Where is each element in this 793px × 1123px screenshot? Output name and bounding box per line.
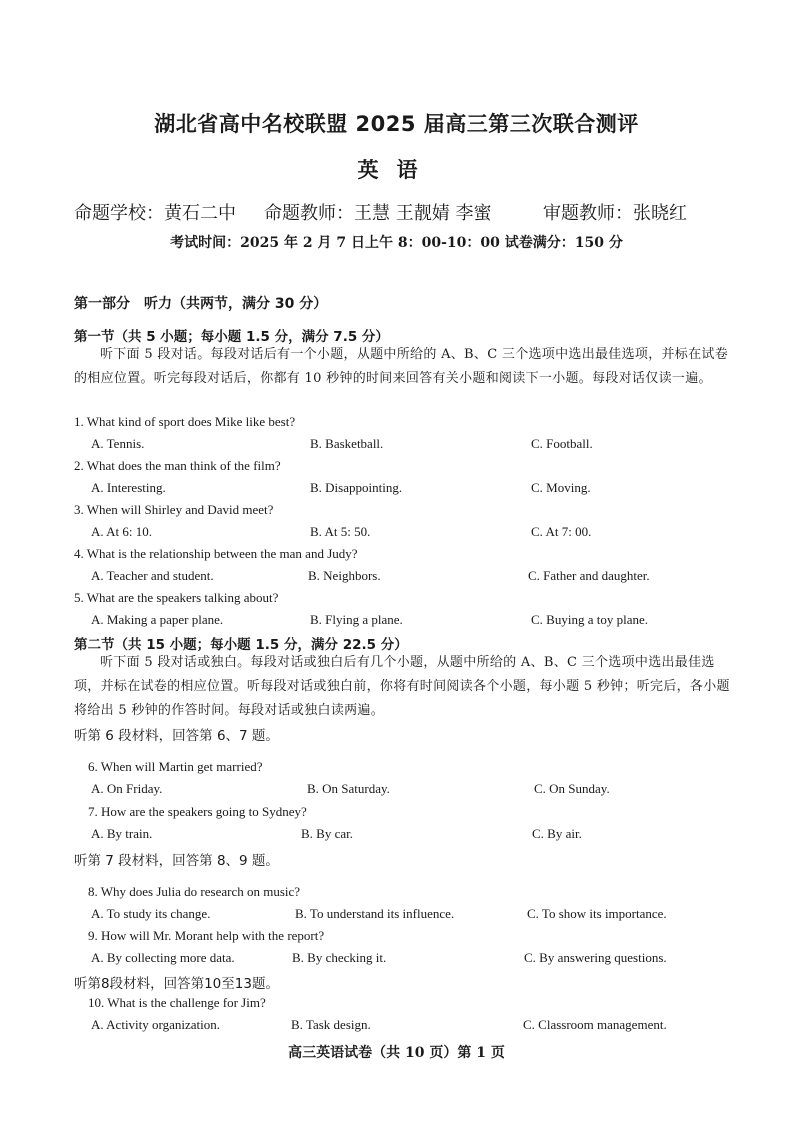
option-a: A. Tennis. xyxy=(91,436,145,451)
option-c: C. At 7: 00. xyxy=(531,524,592,539)
option-b: B. Neighbors. xyxy=(308,568,381,583)
question-stem: 1. What kind of sport does Mike like best? xyxy=(74,414,296,429)
question-stem: 2. What does the man think of the film? xyxy=(74,458,281,473)
section1-heading: 第一节（共 5 小题；每小题 1.5 分，满分 7.5 分） xyxy=(74,329,389,345)
option-c: C. Buying a toy plane. xyxy=(531,612,648,627)
option-b: B. On Saturday. xyxy=(307,781,390,796)
option-c: C. By answering questions. xyxy=(524,950,667,965)
reviewing-teacher: 审题教师：张晓红 xyxy=(543,203,687,224)
material-6-note: 听第 6 段材料，回答第 6、7 题。 xyxy=(74,728,279,744)
option-b: B. By checking it. xyxy=(292,950,387,965)
subject-title: 英语 xyxy=(357,158,436,182)
option-c: C. Classroom management. xyxy=(523,1017,667,1032)
option-a: A. Interesting. xyxy=(91,480,166,495)
option-c: C. Moving. xyxy=(531,480,591,495)
option-a: A. By train. xyxy=(91,826,153,841)
option-a: A. Activity organization. xyxy=(91,1017,221,1032)
option-b: B. Disappointing. xyxy=(310,480,403,495)
option-b: B. At 5: 50. xyxy=(310,524,371,539)
material-8-note: 听第8段材料，回答第10至13题。 xyxy=(74,976,279,992)
question-stem: 7. How are the speakers going to Sydney? xyxy=(88,804,307,819)
option-a: A. To study its change. xyxy=(91,906,211,921)
option-b: B. Basketball. xyxy=(310,436,384,451)
option-c: C. Father and daughter. xyxy=(528,568,650,583)
part1-heading: 第一部分 听力（共两节，满分 30 分） xyxy=(74,296,328,312)
page-footer: 高三英语试卷（共 10 页）第 1 页 xyxy=(288,1045,505,1061)
option-a: A. On Friday. xyxy=(91,781,163,796)
proposing-teachers: 命题教师：王慧 王靓婧 李蜜 xyxy=(264,203,492,224)
question-stem: 5. What are the speakers talking about? xyxy=(74,590,279,605)
option-a: A. Teacher and student. xyxy=(91,568,214,583)
option-b: B. To understand its influence. xyxy=(295,906,455,921)
question-stem: 10. What is the challenge for Jim? xyxy=(88,995,266,1010)
section2-instructions: 听下面 5 段对话或独白。每段对话或独白后有几个小题，从题中所给的 A、B、C 三个选项中选出最佳选项，并标在试卷的相应位置。听每段对话或独白前，你将有时间阅读各个小题，每小题 5 秒钟；听完后，各小题将给出 5 秒钟的作答时间。每段对话或独白读两遍。 xyxy=(74,655,730,718)
material-7-note: 听第 7 段材料，回答第 8、9 题。 xyxy=(74,853,279,869)
option-c: C. To show its importance. xyxy=(527,906,667,921)
option-c: C. On Sunday. xyxy=(534,781,610,796)
section1-instructions: 听下面 5 段对话。每段对话后有一个小题，从题中所给的 A、B、C 三个选项中选出最佳选项，并标在试卷的相应位置。听完每段对话后，你都有 10 秒钟的时间来回答有关小题和阅读下一小题。每段对话仅读一遍。 xyxy=(74,347,728,386)
exam-title: 湖北省高中名校联盟 2025 届高三第三次联合测评 xyxy=(154,112,639,136)
proposing-school: 命题学校：黄石二中 xyxy=(74,203,236,224)
option-b: B. Flying a plane. xyxy=(310,612,403,627)
option-c: C. Football. xyxy=(531,436,593,451)
question-stem: 9. How will Mr. Morant help with the report? xyxy=(88,928,325,943)
option-c: C. By air. xyxy=(532,826,582,841)
question-stem: 4. What is the relationship between the man and Judy? xyxy=(74,546,358,561)
section2-heading: 第二节（共 15 小题；每小题 1.5 分，满分 22.5 分） xyxy=(74,637,408,653)
option-b: B. By car. xyxy=(301,826,353,841)
option-a: A. By collecting more data. xyxy=(91,950,235,965)
exam-time-and-score: 考试时间：2025 年 2 月 7 日上午 8：00-10：00 试卷满分：150 分 xyxy=(170,235,623,251)
option-a: A. At 6: 10. xyxy=(91,524,153,539)
option-a: A. Making a paper plane. xyxy=(91,612,224,627)
question-stem: 8. Why does Julia do research on music? xyxy=(88,884,301,899)
option-b: B. Task design. xyxy=(291,1017,371,1032)
question-stem: 3. When will Shirley and David meet? xyxy=(74,502,274,517)
question-stem: 6. When will Martin get married? xyxy=(88,759,263,774)
